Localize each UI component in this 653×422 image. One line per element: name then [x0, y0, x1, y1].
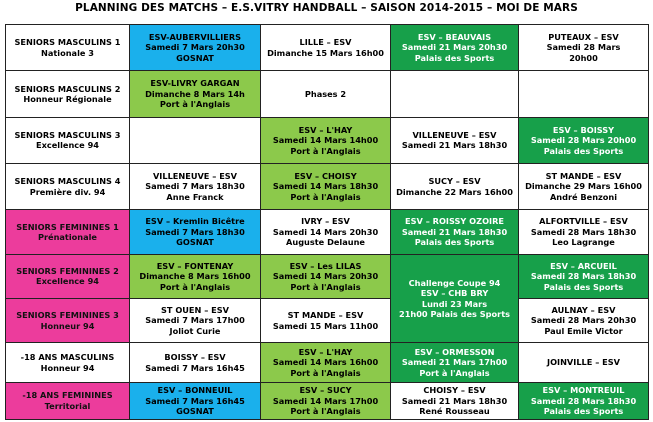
match-line: Challenge Coupe 94	[408, 277, 501, 288]
match-line: André Benzoni	[549, 191, 618, 202]
match-line: VILLENEUVE – ESV	[412, 129, 497, 140]
match-cell	[130, 343, 261, 382]
match-line: Samedi 7 Mars 17h00	[145, 315, 245, 326]
match-line: Samedi 28 Mars	[546, 42, 621, 53]
match-cell	[261, 164, 391, 210]
schedule-table	[5, 24, 649, 420]
team-division: Excellence 94	[36, 276, 99, 287]
match-line: JOINVILLE – ESV	[547, 357, 620, 368]
match-line: Samedi 28 Mars 20h30	[530, 315, 637, 326]
match-cell	[261, 343, 391, 382]
match-line: Samedi 28 Mars 18h30	[530, 395, 637, 406]
match-cell-cup	[391, 254, 519, 343]
match-line: SUCY – ESV	[428, 176, 481, 187]
match-line: GOSNAT	[176, 52, 214, 63]
match-line: ESV – ROISSY OZOIRE	[405, 216, 504, 227]
match-cell	[130, 164, 261, 210]
match-line: Palais des Sports	[543, 281, 624, 292]
match-line: Samedi 28 Mars 18h30	[530, 271, 637, 282]
match-cell	[130, 382, 261, 419]
match-line: VILLENEUVE – ESV	[152, 170, 238, 181]
match-line: Dimanche 8 Mars 14h	[145, 88, 245, 99]
team-division: Honneur 94	[40, 362, 95, 373]
match-line: Port à l'Anglais	[159, 281, 231, 292]
match-line: Port à l'Anglais	[290, 281, 361, 292]
match-line: ESV – Kremlin Bicêtre	[145, 216, 245, 227]
team-name: SENIORS FEMININES 3	[16, 310, 119, 321]
match-line: Samedi 14 Mars 18h30	[272, 181, 379, 192]
match-line: ESV – BOISSY	[552, 124, 615, 135]
team-name: SENIORS MASCULINS 1	[14, 37, 121, 48]
match-cell	[519, 210, 649, 254]
table-row	[6, 254, 649, 298]
match-line: ST OUEN – ESV	[160, 304, 229, 315]
match-line: ESV – ARCUEIL	[550, 260, 617, 271]
team-division: Honneur Régionale	[23, 94, 112, 105]
match-line: Palais des Sports	[414, 52, 495, 63]
match-cell	[261, 254, 391, 298]
match-cell	[261, 25, 391, 71]
match-line: Joliot Curie	[169, 325, 221, 336]
empty-cell	[519, 71, 649, 117]
match-cell	[261, 210, 391, 254]
match-cell	[519, 254, 649, 298]
match-line: ST MANDE – ESV	[287, 310, 364, 321]
team-cell	[6, 299, 130, 343]
match-cell	[130, 254, 261, 298]
match-line: Phases 2	[304, 88, 347, 99]
match-line: Port à l'Anglais	[419, 367, 490, 378]
match-line: ESV – ORMESSON	[414, 346, 495, 357]
table-row	[6, 343, 649, 382]
match-line: ESV – FONTENAY	[156, 260, 234, 271]
match-line: Samedi 7 Mars 16h45	[145, 362, 245, 373]
match-cell	[261, 117, 391, 163]
match-line: ESV – L'HAY	[298, 346, 353, 357]
match-line: ALFORTVILLE – ESV	[539, 216, 628, 227]
match-line: Palais des Sports	[543, 145, 624, 156]
match-line: Samedi 28 Mars 20h00	[530, 135, 637, 146]
table-row	[6, 164, 649, 210]
match-line: Port à l'Anglais	[159, 99, 231, 110]
match-line: ESV – CHOISY	[294, 170, 357, 181]
team-cell	[6, 164, 130, 210]
team-name: SENIORS MASCULINS 2	[14, 83, 121, 94]
match-cell	[519, 117, 649, 163]
match-line: Samedi 14 Mars 20h30	[272, 271, 379, 282]
match-line: 21h00 Palais des Sports	[399, 309, 510, 320]
match-line: Samedi 21 Mars 18h30	[401, 395, 508, 406]
match-line: LILLE – ESV	[299, 37, 352, 48]
table-row	[6, 117, 649, 163]
match-cell	[130, 25, 261, 71]
team-division: Prénationale	[37, 232, 97, 243]
team-division: Première div. 94	[29, 186, 106, 197]
match-line: GOSNAT	[176, 406, 214, 417]
match-cell	[391, 164, 519, 210]
match-line: Samedi 7 Mars 18h30	[145, 226, 245, 237]
match-line: Dimanche 22 Mars 16h00	[396, 186, 513, 197]
match-line: ST MANDE – ESV	[545, 170, 622, 181]
match-cell	[130, 210, 261, 254]
team-cell	[6, 25, 130, 71]
team-division: Territorial	[44, 400, 91, 411]
match-line: ESV-LIVRY GARGAN	[150, 78, 240, 89]
match-line: IVRY – ESV	[301, 216, 350, 227]
match-cell	[391, 343, 519, 382]
match-line: Port à l'Anglais	[290, 367, 361, 378]
match-cell	[519, 343, 649, 382]
page-title: PLANNING DES MATCHS – E.S.VITRY HANDBALL – SAISON 2014-2015 – MOI DE MARS	[75, 2, 578, 14]
team-name: SENIORS FEMININES 1	[16, 221, 119, 232]
team-division: Honneur 94	[40, 320, 95, 331]
match-cell	[391, 117, 519, 163]
team-name: -18 ANS FEMININES	[22, 390, 113, 401]
match-line: Port à l'Anglais	[290, 406, 361, 417]
match-cell	[391, 382, 519, 419]
table-row	[6, 382, 649, 419]
match-cell	[130, 71, 261, 117]
match-line: Dimanche 29 Mars 16h00	[525, 181, 642, 192]
table-row	[6, 25, 649, 71]
match-line: Samedi 7 Mars 16h45	[145, 395, 245, 406]
match-line: ESV-AUBERVILLIERS	[148, 31, 242, 42]
match-line: Palais des Sports	[543, 406, 624, 417]
team-name: SENIORS FEMININES 2	[16, 265, 119, 276]
match-line: ESV – L'HAY	[298, 124, 353, 135]
table-row	[6, 299, 649, 343]
match-line: Samedi 21 Mars 20h30	[401, 42, 508, 53]
match-line: René Rousseau	[419, 406, 490, 417]
match-line: 20h00	[569, 52, 598, 63]
empty-cell	[391, 71, 519, 117]
team-division: Nationale 3	[41, 47, 94, 58]
match-line: Leo Lagrange	[552, 237, 615, 248]
match-line: Samedi 21 Mars 18h30	[401, 226, 508, 237]
match-line: PUTEAUX – ESV	[548, 31, 619, 42]
match-line: CHOISY – ESV	[423, 385, 486, 396]
match-line: GOSNAT	[176, 237, 214, 248]
team-division: Excellence 94	[36, 140, 99, 151]
match-line: Samedi 15 Mars 11h00	[272, 320, 379, 331]
table-row	[6, 71, 649, 117]
match-line: ESV – MONTREUIL	[542, 385, 625, 396]
match-line: AULNAY – ESV	[551, 304, 616, 315]
match-line: Anne Franck	[166, 191, 224, 202]
match-cell	[519, 382, 649, 419]
match-cell	[519, 25, 649, 71]
match-cell	[519, 164, 649, 210]
match-line: Dimanche 15 Mars 16h00	[267, 47, 384, 58]
match-line: Samedi 21 Mars 17h00	[401, 357, 508, 368]
team-cell	[6, 71, 130, 117]
match-line: Samedi 7 Mars 18h30	[145, 181, 245, 192]
match-line: Palais des Sports	[414, 237, 495, 248]
team-cell	[6, 210, 130, 254]
match-line: Port à l'Anglais	[290, 191, 361, 202]
match-cell	[261, 71, 391, 117]
match-cell	[519, 299, 649, 343]
match-line: Port à l'Anglais	[290, 145, 361, 156]
match-line: ESV – BONNEUIL	[157, 385, 233, 396]
match-cell	[391, 25, 519, 71]
match-cell	[261, 299, 391, 343]
match-line: Samedi 14 Mars 16h00	[272, 357, 379, 368]
match-line: Samedi 14 Mars 14h00	[272, 135, 379, 146]
match-cell	[261, 382, 391, 419]
team-cell	[6, 254, 130, 298]
match-line: Samedi 21 Mars 18h30	[401, 140, 508, 151]
match-line: Samedi 14 Mars 20h30	[272, 226, 379, 237]
team-name: -18 ANS MASCULINS	[20, 352, 115, 362]
match-line: ESV – CHB BRY	[420, 288, 489, 299]
match-line: ESV – Les LILAS	[289, 260, 362, 271]
match-line: Paul Emile Victor	[544, 325, 623, 336]
match-cell	[391, 210, 519, 254]
match-cell	[130, 299, 261, 343]
match-line: Samedi 14 Mars 17h00	[272, 395, 379, 406]
match-line: Samedi 7 Mars 20h30	[145, 42, 245, 53]
match-line: ESV – BEAUVAIS	[417, 31, 492, 42]
team-name: SENIORS MASCULINS 3	[14, 129, 121, 140]
empty-cell	[130, 117, 261, 163]
team-cell	[6, 382, 130, 419]
team-cell	[6, 117, 130, 163]
match-line: ESV – SUCY	[299, 385, 352, 396]
match-line: Auguste Delaune	[286, 237, 365, 248]
match-line: Lundi 23 Mars	[421, 298, 488, 309]
team-name: SENIORS MASCULINS 4	[14, 176, 121, 187]
match-line: Samedi 28 Mars 18h30	[530, 226, 637, 237]
match-line: BOISSY – ESV	[164, 352, 226, 362]
team-cell	[6, 343, 130, 382]
match-line: Dimanche 8 Mars 16h00	[139, 271, 251, 282]
table-row	[6, 210, 649, 254]
